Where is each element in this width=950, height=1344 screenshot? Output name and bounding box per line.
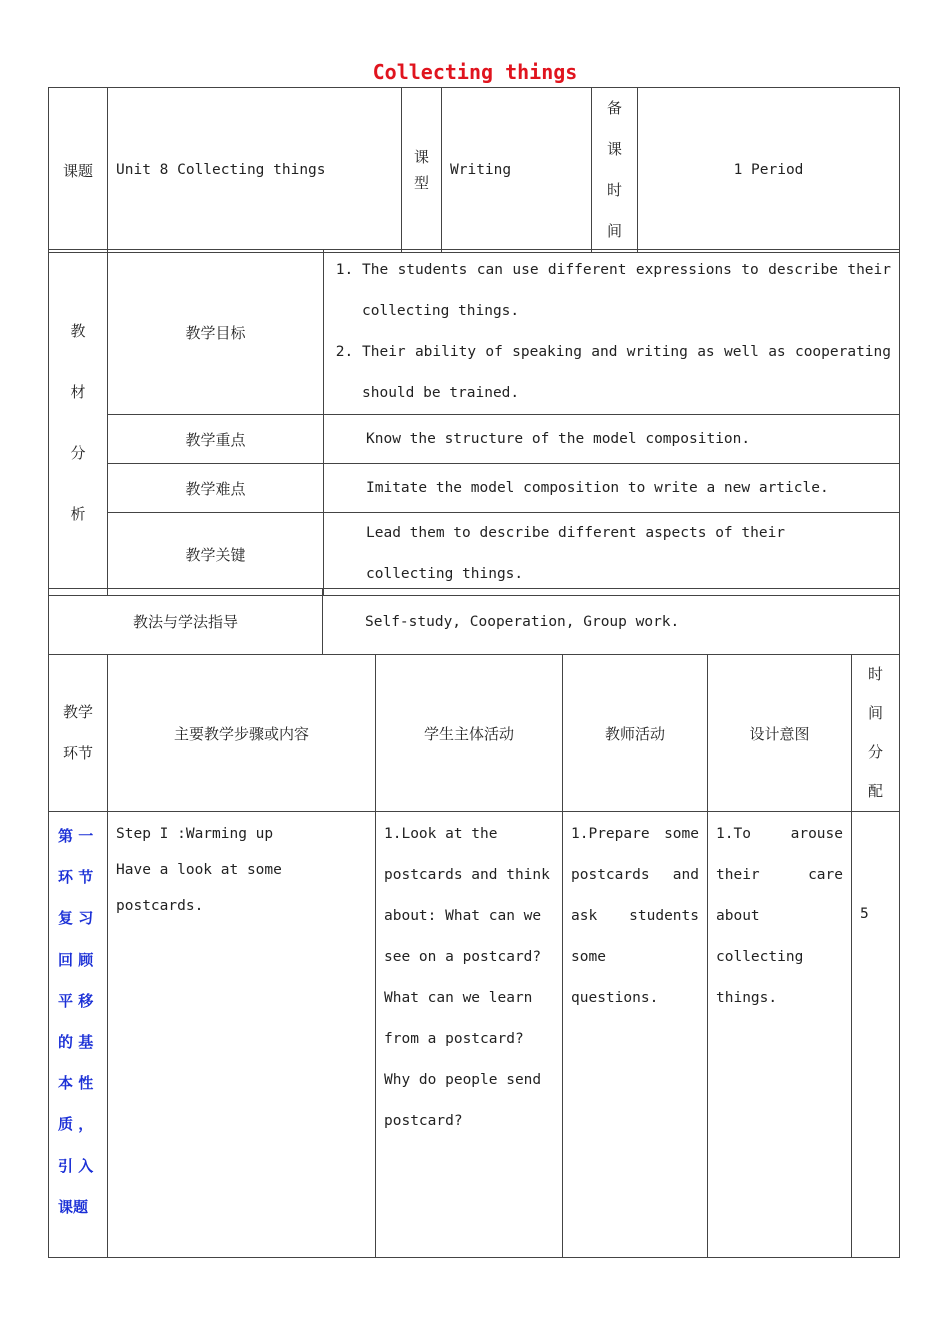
key-label: 教学关键: [108, 513, 324, 596]
row1-intent: 1.To arouse their care about collecting things.: [708, 812, 852, 1258]
objectives-label: 教学目标: [108, 250, 324, 415]
type-value: Writing: [442, 88, 592, 253]
topic-value: Unit 8 Collecting things: [108, 88, 402, 253]
col-time: 时 间 分 配: [852, 655, 900, 812]
objectives-cell: [324, 250, 900, 415]
difficulty-label: 教学难点: [108, 464, 324, 513]
objective-item: 1. The students can use different expressions to describe their collecting things.: [362, 250, 891, 332]
analysis-group-label: 教 材 分 析: [49, 250, 108, 596]
time-label: 备 课 时 间: [592, 88, 638, 253]
row1-stage: 第 一 环 节 复 习 回 顾 平 移 的 基 本 性 质 ， 引 入 课题: [49, 812, 108, 1258]
col-stage: 教学 环节: [49, 655, 108, 812]
header-table: [48, 87, 900, 253]
method-value: Self-study, Cooperation, Group work.: [323, 589, 900, 655]
row1-steps: Step I :Warming up Have a look at some postcards.: [108, 812, 376, 1258]
row1-student: 1.Look at the postcards and think about: What can we see on a postcard? What can we learn from a postcard? Why do people send postcard?: [376, 812, 563, 1258]
objective-item: 2. Their ability of speaking and writing as well as cooperating should be trained.: [362, 332, 891, 414]
focus-label: 教学重点: [108, 415, 324, 464]
page-title: Collecting things: [372, 60, 578, 84]
key-value: Lead them to describe different aspects of their collecting things.: [324, 513, 900, 596]
method-table: [48, 588, 900, 655]
type-label: 课 型: [402, 88, 442, 253]
analysis-table: [48, 249, 900, 596]
col-intent: 设计意图: [708, 655, 852, 812]
procedure-table: [48, 654, 900, 1258]
row1-teacher: 1.Prepare some postcards and ask students some questions.: [563, 812, 708, 1258]
col-teacher: 教师活动: [563, 655, 708, 812]
col-student: 学生主体活动: [376, 655, 563, 812]
time-value: 1 Period: [638, 88, 900, 253]
method-label: 教法与学法指导: [49, 589, 323, 655]
row1-time: 5: [852, 812, 900, 1258]
topic-label: 课题: [49, 88, 108, 253]
difficulty-value: Imitate the model composition to write a new article.: [324, 464, 900, 513]
objectives-list: [324, 250, 891, 414]
focus-value: Know the structure of the model composition.: [324, 415, 900, 464]
col-steps: 主要教学步骤或内容: [108, 655, 376, 812]
